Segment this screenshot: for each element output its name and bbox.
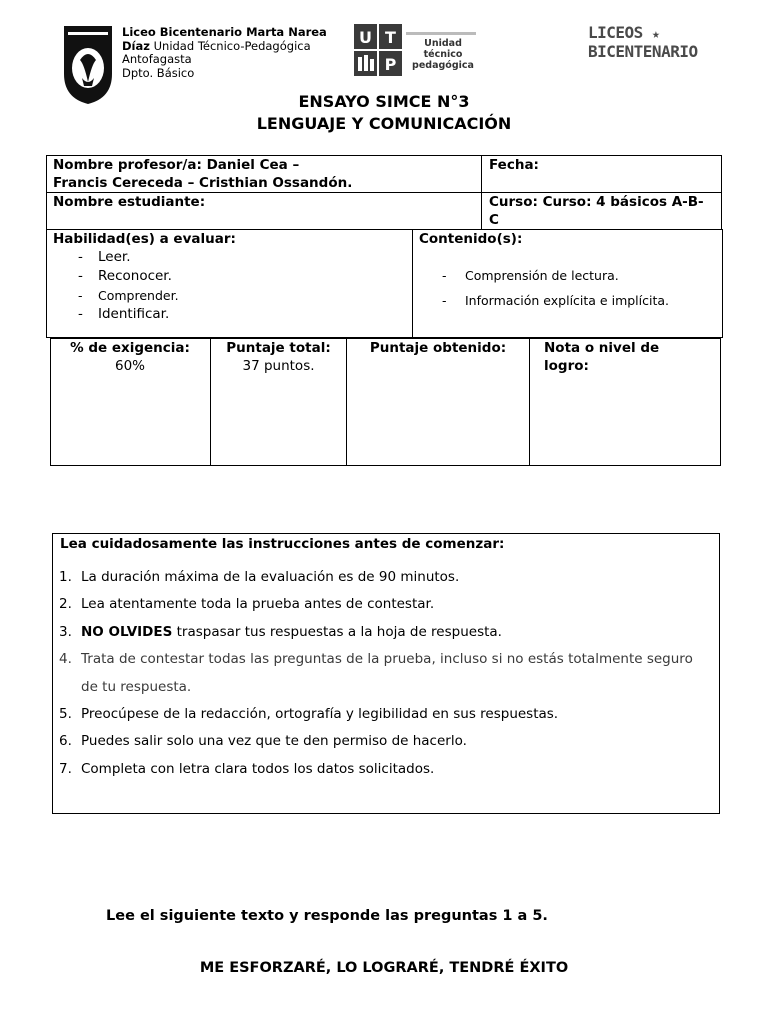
exigencia-value: 60% [114, 358, 145, 374]
school-name: Liceo Bicentenario Marta Narea [122, 25, 327, 39]
total-cell [211, 339, 346, 375]
star-icon: ★ [651, 27, 660, 42]
list-item: 7. Completa con letra clara todos los datos solicitados. [59, 760, 435, 777]
exigencia-cell [50, 339, 210, 375]
content-list [416, 263, 716, 313]
school-city: Antofagasta [122, 52, 192, 67]
motto: ME ESFORZARÉ, LO LOGRARÉ, TENDRÉ ÉXITO [199, 960, 569, 976]
course-value: Curso: 4 básicos A-B- [542, 194, 704, 210]
skills-list [53, 248, 403, 324]
table-divider [412, 229, 413, 338]
list-item: 5. Preocúpese de la redacción, ortografía y legibilidad en sus respuestas. [59, 706, 559, 723]
svg-text:U: U [359, 28, 372, 47]
skills-label: Habilidad(es) a evaluar: [53, 231, 236, 247]
table-divider [346, 338, 347, 466]
course-value-cont: C [489, 212, 499, 228]
instructions-list [53, 564, 713, 783]
table-divider [529, 338, 530, 466]
list-item: 3. NO OLVIDES traspasar tus respuestas a la hoja de respuesta. [59, 623, 502, 640]
svg-text:P: P [384, 55, 397, 74]
utp-label: Unidad técnico pedagógica [412, 38, 474, 71]
exam-subject: LENGUAJE Y COMUNICACIÓN [256, 114, 512, 133]
grade-cell [544, 339, 714, 375]
list-item: - Comprensión de lectura. [416, 263, 716, 288]
grade-label-cont: logro: [544, 358, 589, 374]
liceos-logo-line1: LICEOS [588, 23, 643, 42]
teacher-cell [53, 156, 478, 192]
student-label: Nombre estudiante: [53, 194, 206, 210]
list-item: 1. La duración máxima de la evaluación es de 90 minutos. [59, 569, 460, 585]
date-label: Fecha: [489, 157, 539, 173]
list-item: - Información explícita e implícita. [416, 288, 716, 313]
list-item: - Leer. [53, 248, 403, 267]
teacher-names-2: Francis Cereceda – Cristhian Ossandón. [53, 175, 353, 191]
total-value: 37 puntos. [242, 358, 315, 374]
school-name-cont: Díaz [122, 38, 150, 53]
course-cell [489, 193, 721, 229]
school-dept: Dpto. Básico [122, 65, 195, 80]
school-info [122, 26, 327, 80]
school-unit: Unidad Técnico-Pedagógica [153, 38, 311, 53]
list-item: - Reconocer. [53, 267, 403, 286]
instructions-box [52, 533, 720, 814]
total-label: Puntaje total: [226, 340, 331, 356]
grade-label: Nota o nivel de [544, 340, 660, 356]
content-label: Contenido(s): [419, 231, 523, 247]
svg-text:T: T [385, 28, 396, 47]
liceos-logo-line2: BICENTENARIO [588, 42, 698, 61]
course-label: Curso: [489, 194, 538, 210]
obtained-label: Puntaje obtenido: [369, 340, 507, 356]
list-item: - Comprender. [53, 286, 403, 305]
list-item: 2. Lea atentamente toda la prueba antes de contestar. [59, 596, 435, 613]
teacher-label: Nombre profesor/a: [53, 157, 202, 173]
list-item: - Identificar. [53, 305, 403, 324]
reading-instruction: Lee el siguiente texto y responde las preguntas 1 a 5. [106, 908, 548, 924]
instructions-heading: Lea cuidadosamente las instrucciones antes de comenzar: [60, 536, 505, 552]
teacher-names-1: Daniel Cea – [206, 157, 300, 173]
list-item: 4. Trata de contestar todas las preguntas de la prueba, incluso si no estás totalmente seguro de tu respuesta. [59, 651, 693, 695]
exigencia-label: % de exigencia: [70, 340, 190, 356]
list-item: 6. Puedes salir solo una vez que te den permiso de hacerlo. [59, 733, 467, 750]
liceos-bicentenario-logo [588, 24, 723, 60]
exam-title: ENSAYO SIMCE N°3 [298, 92, 470, 111]
